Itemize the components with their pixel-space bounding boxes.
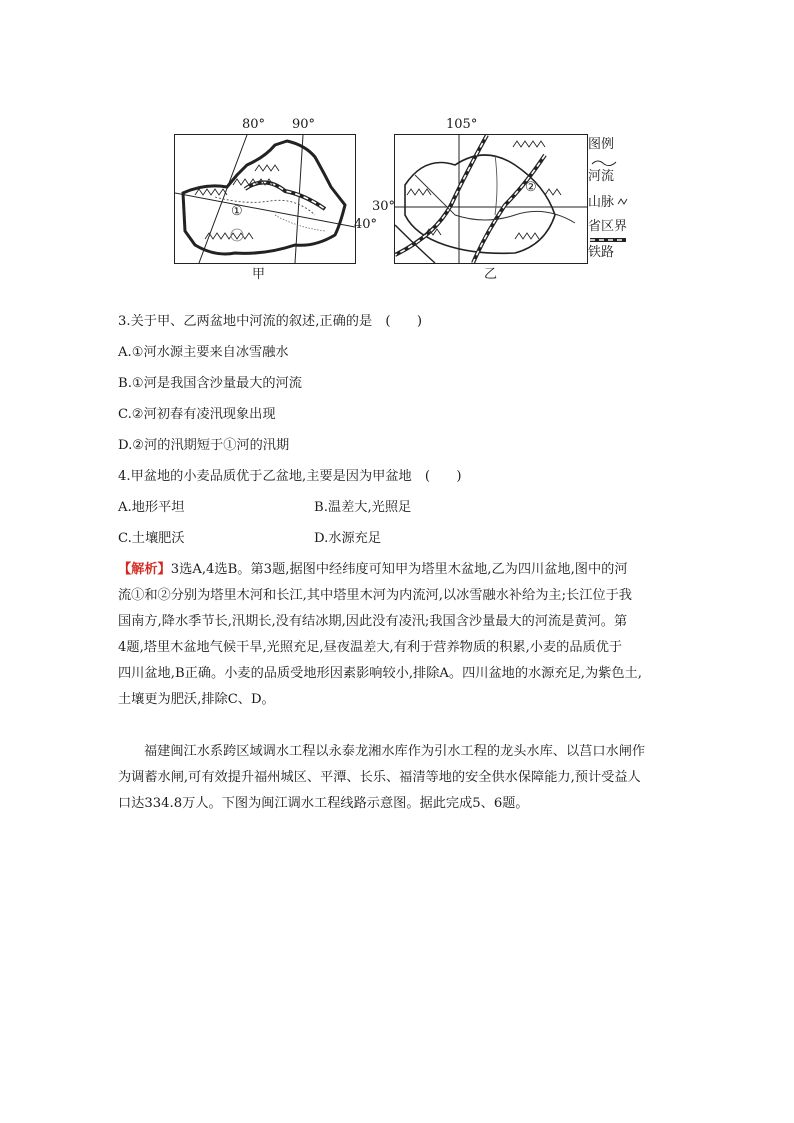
q4-option-d: D.水源充足 (314, 531, 382, 546)
legend-river: 河流 (588, 169, 615, 184)
q3-option-c: C.②河初春有凌汛现象出现 (118, 407, 276, 422)
q3-stem: 3.关于甲、乙两盆地中河流的叙述,正确的是 ( ) (118, 314, 422, 329)
analysis-line-6: 土壤更为肥沃,排除C、D。 (118, 692, 275, 707)
map-yi-drawing (395, 135, 587, 263)
map-legend (588, 136, 638, 266)
q4-option-b: B.温差大,光照足 (314, 500, 412, 515)
analysis-tag: 【解析】 (118, 562, 171, 577)
q3-option-d: D.②河的汛期短于①河的汛期 (118, 438, 290, 453)
map-jia-lat-40: 40° (354, 217, 378, 232)
map-jia-lon-90: 90° (292, 117, 316, 132)
q4-stem: 4.甲盆地的小麦品质优于乙盆地,主要是因为甲盆地 ( ) (118, 469, 462, 484)
q4-option-c: C.土壤肥沃 (118, 531, 185, 546)
legend-railway: 铁路 (588, 245, 615, 260)
analysis-line-2: 流①和②分别为塔里木河和长江,其中塔里木河为内流河,以冰雪融水补给为主;长江位于我 (118, 588, 632, 603)
q4-option-a: A.地形平坦 (118, 500, 185, 515)
intro-line-3: 口达334.8万人。下图为闽江调水工程线路示意图。据此完成5、6题。 (118, 796, 529, 811)
map-yi (394, 134, 588, 264)
analysis-line-3: 国南方,降水季节长,汛期长,没有结冰期,因此没有凌汛;我国含沙量最大的河流是黄河。第 (118, 614, 628, 629)
q3-option-b: B.①河是我国含沙量最大的河流 (118, 376, 302, 391)
legend-border: 省区界 (588, 219, 628, 234)
map-yi-lat-30: 30° (372, 199, 396, 214)
legend-mountain-icon (616, 192, 630, 206)
map-jia-drawing (175, 135, 355, 263)
analysis-block (118, 557, 678, 713)
analysis-line-4: 4题,塔里木盆地气候干旱,光照充足,昼夜温差大,有利于营养物质的积累,小麦的品质优于 (118, 640, 623, 655)
map-yi-lon-105: 105° (446, 117, 478, 132)
q3-option-a: A.①河水源主要来自冰雪融水 (118, 345, 289, 360)
map-figure (168, 116, 638, 286)
map-yi-marker: ② (525, 180, 537, 195)
legend-title: 图例 (588, 137, 615, 152)
map-jia-marker: ① (231, 204, 243, 219)
map-yi-caption: 乙 (484, 267, 498, 282)
intro-line-1: 福建闽江水系跨区域调水工程以永泰龙湘水库作为引水工程的龙头水库、以莒口水闸作 (144, 744, 646, 759)
map-jia-caption: 甲 (252, 267, 266, 282)
intro-line-2: 为调蓄水闸,可有效提升福州城区、平潭、长乐、福清等地的安全供水保障能力,预计受益人 (118, 770, 641, 785)
legend-river-icon (590, 158, 620, 168)
intro-block (118, 739, 678, 817)
legend-mountain: 山脉 (588, 195, 615, 210)
map-jia (174, 134, 356, 264)
analysis-line-1: 【解析】3选A,4选B。第3题,据图中经纬度可知甲为塔里木盆地,乙为四川盆地,图中的河 (118, 562, 628, 577)
analysis-line-5: 四川盆地,B正确。小麦的品质受地形因素影响较小,排除A。四川盆地的水源充足,为紫色土, (118, 666, 642, 681)
map-jia-lon-80: 80° (242, 117, 266, 132)
legend-railway-icon (588, 236, 628, 244)
